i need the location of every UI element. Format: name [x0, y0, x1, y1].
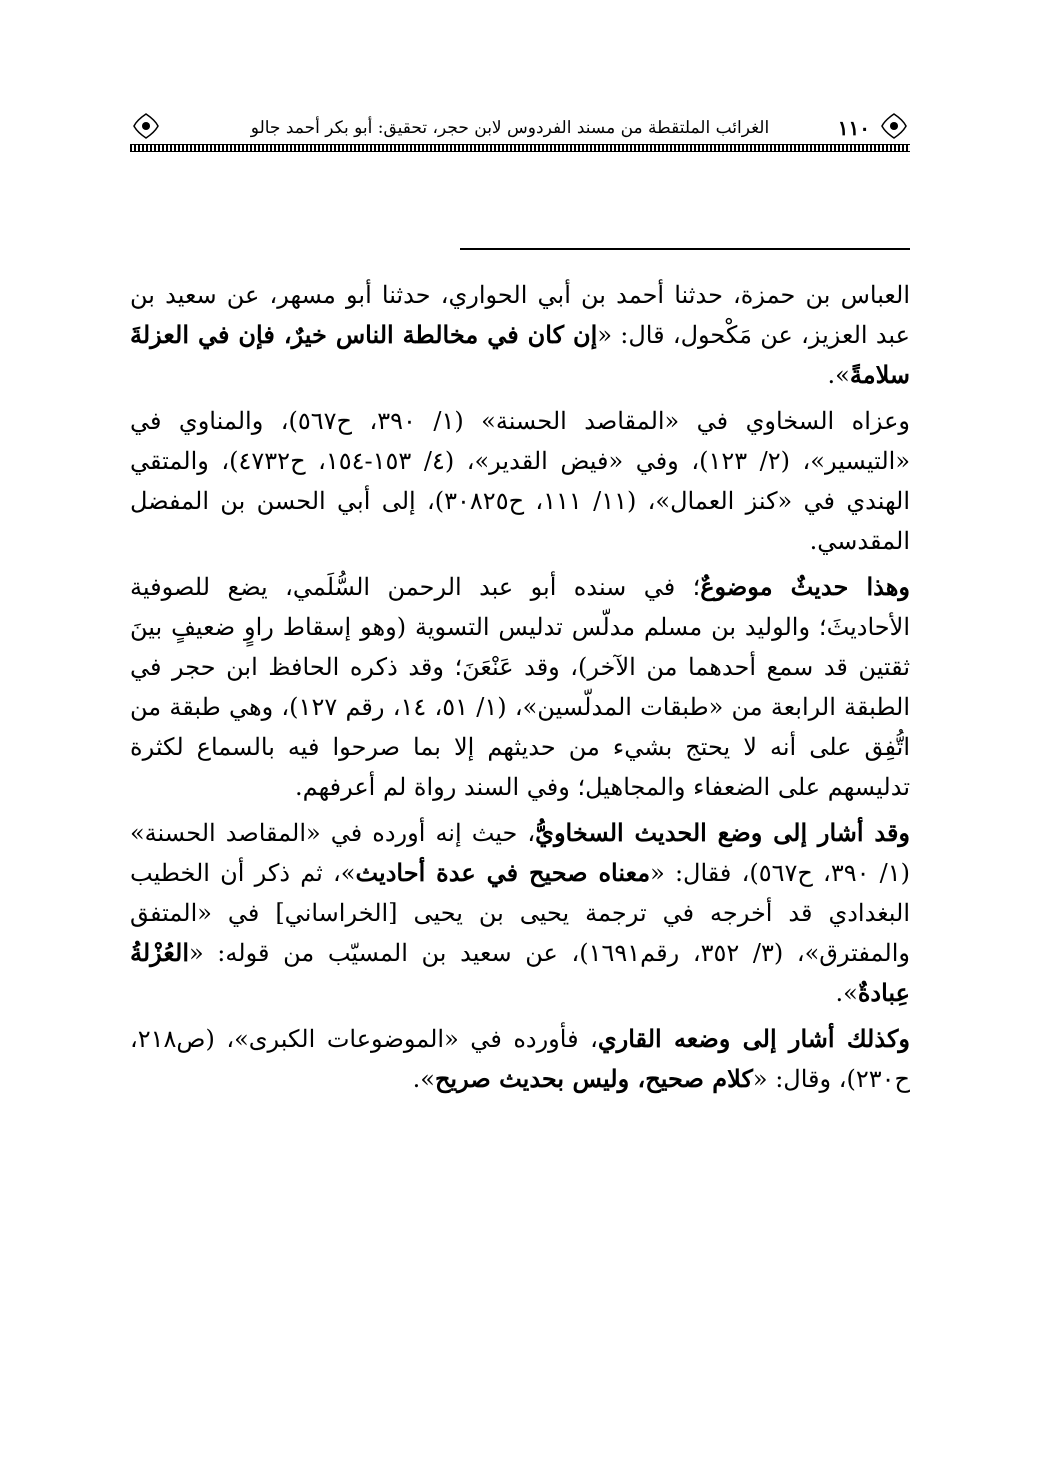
paragraph — [130, 1019, 910, 1099]
text-run: ». — [835, 979, 858, 1007]
page-number: ١١٠ — [837, 116, 870, 140]
bold-text: وقد أشار إلى وضع الحديث السخاويُّ — [535, 818, 911, 847]
running-title: الغرائب الملتقطة من مسند الفردوس لابن حجر، تحقيق: أبو بكر أحمد جالو — [250, 118, 770, 138]
paragraph — [130, 813, 910, 1013]
bold-text: إن كان في مخالطة الناس خيرٌ، فإن في العزلةَ سلامةً — [130, 320, 910, 389]
header-divider — [130, 144, 910, 152]
bold-text: كلام صحيح، وليس بحديث صريح — [434, 1064, 753, 1093]
page-header — [130, 110, 910, 152]
bold-text: العُزْلةُ عِبادةٌ — [130, 938, 910, 1007]
ornament-left-icon — [132, 112, 160, 140]
text-run: ، فأورده في «الموضوعات الكبرى»، (ص٢١٨، ح٢٣٠)، وقال: « — [130, 1025, 910, 1093]
paragraph — [130, 275, 910, 395]
paragraph — [130, 401, 910, 561]
ornament-right-icon — [880, 112, 908, 140]
text-run: »، ثم ذكر أن الخطيب البغدادي قد أخرجه في ترجمة يحيى بن يحيى [الخراساني] في «المتفق والمفترق»، (٣/ ٣٥٢، رقم١٦٩١)، عن سعيد بن المسيّب من قوله: « — [130, 859, 910, 967]
bold-text: وهذا حديثٌ موضوعٌ — [700, 572, 910, 601]
footnote-separator — [460, 248, 910, 250]
text-run: ». — [827, 361, 850, 389]
text-run: ، حيث إنه أورده في «المقاصد الحسنة» (١/ ٣٩٠، ح٥٦٧)، فقال: « — [130, 819, 911, 887]
footnote-body — [130, 275, 910, 1105]
text-run: العباس بن حمزة، حدثنا أحمد بن أبي الحواري، حدثنا أبو مسهر، عن سعيد بن عبد العزيز، عن مَكْحول، قال: « — [130, 281, 910, 349]
text-run: ؛ في سنده أبو عبد الرحمن السُّلَمي، يضع للصوفية الأحاديثَ؛ والوليد بن مسلم مدلّس تدليس التسوية (وهو إسقاط راوٍ ضعيفٍ بينَ ثقتين قد سمع أحدهما من الآخر)، وقد عَنْعَنَ؛ وقد ذكره الحافظ ابن حجر في الطبقة الرابعة من «طبقات المدلّسين»، (١/ ٥١، ١٤، رقم ١٢٧)، وهي طبقة من اتُّفِق على أنه لا يحتج بشيء من حديثهم إلا بما صرحوا فيه بالسماع لكثرة تدليسهم على الضعفاء والمجاهيل؛ وفي السند رواة لم أعرفهم. — [130, 573, 911, 801]
bold-text: معناه صحيح في عدة أحاديث — [355, 858, 651, 887]
paragraph — [130, 567, 910, 807]
text-run: وعزاه السخاوي في «المقاصد الحسنة» (١/ ٣٩٠، ح٥٦٧)، والمناوي في «التيسير»، (٢/ ١٢٣)، وفي «فيض القدير»، (٤/ ١٥٣-١٥٤، ح٤٧٣٢)، والمتقي الهندي في «كنز العمال»، (١١/ ١١١، ح٣٠٨٢٥)، إلى أبي الحسن بن المفضل المقدسي. — [130, 407, 911, 555]
text-run: ». — [412, 1065, 435, 1093]
bold-text: وكذلك أشار إلى وضعه القاري — [597, 1024, 910, 1053]
